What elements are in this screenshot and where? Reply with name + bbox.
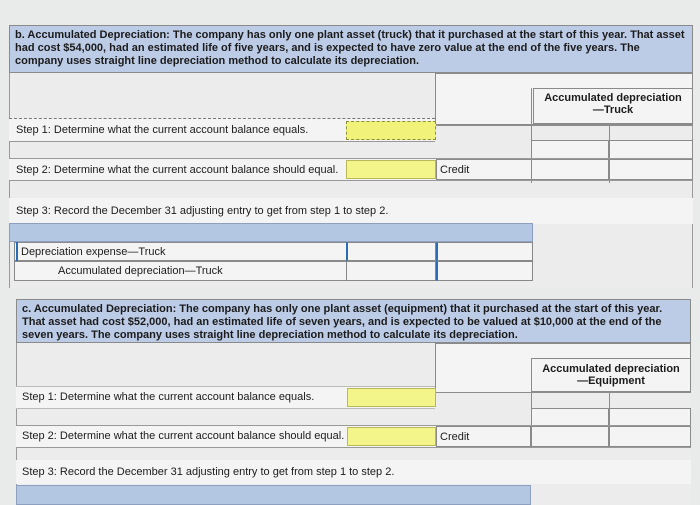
journal-b-row2-debit[interactable]: [346, 261, 436, 281]
journal-b-row2-account[interactable]: Accumulated depreciation—Truck: [58, 265, 223, 277]
journal-b-row1-debit[interactable]: [346, 242, 436, 261]
step1-b-label: Step 1: Determine what the current account balance equals.: [16, 124, 309, 136]
step2-c-input[interactable]: [347, 427, 436, 446]
step1-c-label: Step 1: Determine what the current account balance equals.: [22, 391, 315, 403]
journal-b-row1-credit[interactable]: [436, 242, 533, 261]
step1-b-input[interactable]: [346, 121, 436, 140]
step2-c-side: Credit: [436, 426, 531, 447]
step2-b-side: Credit: [436, 159, 532, 180]
step2-b-input[interactable]: [346, 160, 436, 179]
step2-c-label: Step 2: Determine what the current account balance should equal.: [22, 430, 345, 442]
step2-c-cell-debit[interactable]: [531, 426, 609, 447]
t-account-b-credit-cell[interactable]: [609, 140, 693, 160]
step2-c-cell-credit[interactable]: [609, 426, 691, 447]
step2-b-label: Step 2: Determine what the current account balance should equal.: [16, 164, 339, 176]
step3-c-label: Step 3: Record the December 31 adjusting entry to get from step 1 to step 2.: [22, 466, 395, 478]
t-account-b-debit-cell[interactable]: [531, 140, 609, 160]
step1-c-input[interactable]: [347, 388, 436, 407]
journal-b-row1-account[interactable]: Depreciation expense—Truck: [16, 242, 346, 261]
t-account-c-title: Accumulated depreciation —Equipment: [542, 363, 680, 387]
journal-c-header: [16, 485, 531, 505]
step2-b-cell-debit[interactable]: [531, 159, 609, 180]
journal-b-header: [9, 223, 533, 242]
t-account-b-title: Accumulated depreciation —Truck: [544, 92, 682, 116]
step3-b-label: Step 3: Record the December 31 adjusting entry to get from step 1 to step 2.: [16, 205, 389, 217]
section-b-header: b. Accumulated Depreciation: The company has only one plant asset (truck) that it purchased at the start of this year. That asset had cost $54,000, had an estimated life of five years, and is expected to have zero value at the end of the five years. The company uses straight line depreciation method to calculate its depreciation.: [9, 25, 693, 73]
step2-b-cell-credit[interactable]: [609, 159, 693, 180]
section-c-header: c. Accumulated Depreciation: The company has only one plant asset (equipment) that it purchased at the start of this year. That asset had cost $52,000, had an estimated life of seven years, and is expected to be valued at $10,000 at the end of the seven years. The company uses straight line depreciation method to calculate its depreciation.: [16, 299, 691, 343]
journal-b-row2-credit[interactable]: [436, 261, 533, 281]
